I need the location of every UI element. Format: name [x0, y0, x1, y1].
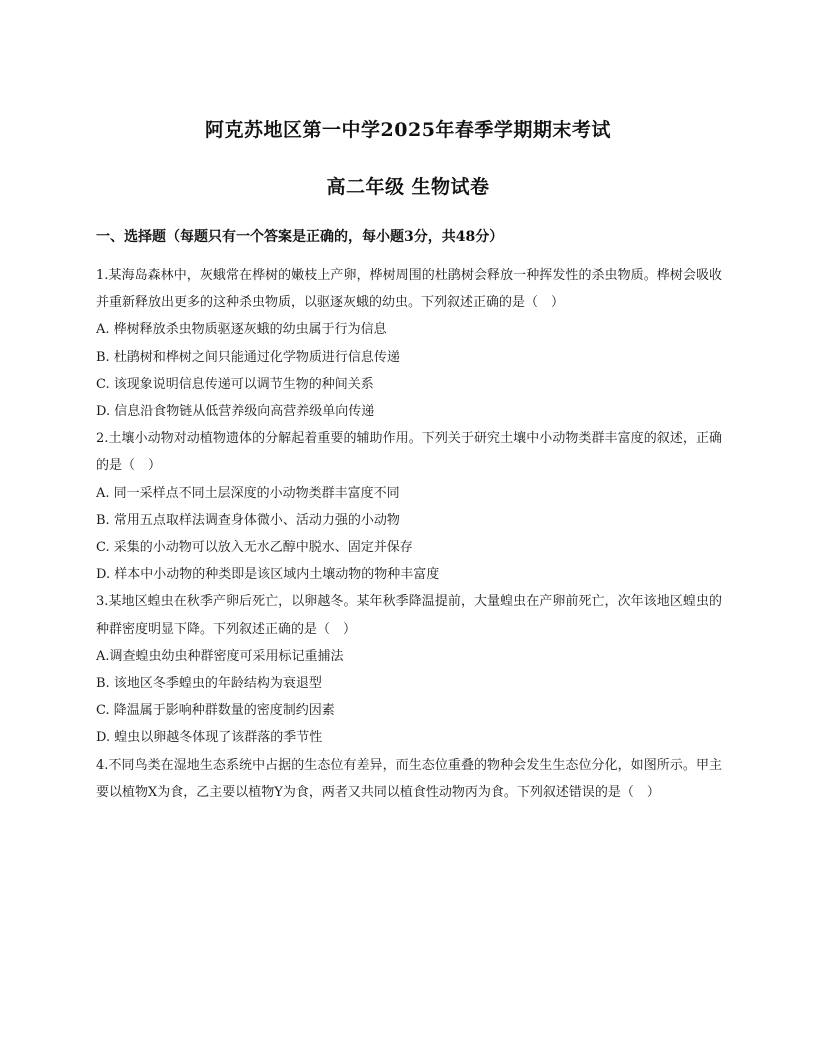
- school-exam-title: 阿克苏地区第一中学2025年春季学期期末考试: [205, 119, 611, 141]
- option-a: A.调查蝗虫幼虫种群密度可采用标记重捕法: [96, 648, 344, 664]
- option-b: B. 常用五点取样法调查身体微小、活动力强的小动物: [96, 512, 400, 528]
- question-4: [96, 752, 722, 806]
- option-d: D. 信息沿食物链从低营养级向高营养级单向传递: [96, 404, 375, 420]
- grade-subject-title: 高二年级 生物试卷: [326, 176, 490, 198]
- section-heading: 一、选择题（每题只有一个答案是正确的，每小题3分，共48分）: [96, 229, 504, 245]
- question-2: [96, 425, 722, 588]
- question-stem: 3.某地区蝗虫在秋季产卵后死亡，以卵越冬。某年秋季降温提前，大量蝗虫在产卵前死亡，次年该地区蝗虫的种群密度明显下降。下列叙述正确的是（ ）: [96, 594, 722, 637]
- option-a: A. 同一采样点不同土层深度的小动物类群丰富度不同: [96, 485, 400, 501]
- option-c: C. 采集的小动物可以放入无水乙醇中脱水、固定并保存: [96, 540, 413, 556]
- option-d: D. 蝗虫以卵越冬体现了该群落的季节性: [96, 730, 323, 746]
- question-3: [96, 588, 722, 751]
- question-list: [96, 262, 722, 806]
- option-c: C. 该现象说明信息传递可以调节生物的种间关系: [96, 376, 374, 392]
- option-a: A. 桦树释放杀虫物质驱逐灰蛾的幼虫属于行为信息: [96, 322, 387, 338]
- question-stem: 1.某海岛森林中，灰蛾常在桦树的嫩枝上产卵，桦树周围的杜鹃树会释放一种挥发性的杀虫物质。桦树会吸收并重新释放出更多的这种杀虫物质，以驱逐灰蛾的幼虫。下列叙述正确的是（ ）: [96, 268, 722, 311]
- question-stem: 4.不同鸟类在湿地生态系统中占据的生态位有差异，而生态位重叠的物种会发生生态位分化，如图所示。甲主要以植物X为食，乙主要以植物Y为食，两者又共同以植食性动物丙为食。下列叙述错误的是（ ）: [96, 757, 722, 800]
- option-d: D. 样本中小动物的种类即是该区域内土壤动物的物种丰富度: [96, 567, 440, 583]
- option-b: B. 杜鹃树和桦树之间只能通过化学物质进行信息传递: [96, 349, 400, 365]
- question-1: [96, 262, 722, 425]
- option-b: B. 该地区冬季蝗虫的年龄结构为衰退型: [96, 676, 322, 692]
- question-stem: 2.土壤小动物对动植物遗体的分解起着重要的辅助作用。下列关于研究土壤中小动物类群丰富度的叙述，正确的是（ ）: [96, 431, 722, 474]
- option-c: C. 降温属于影响种群数量的密度制约因素: [96, 703, 335, 719]
